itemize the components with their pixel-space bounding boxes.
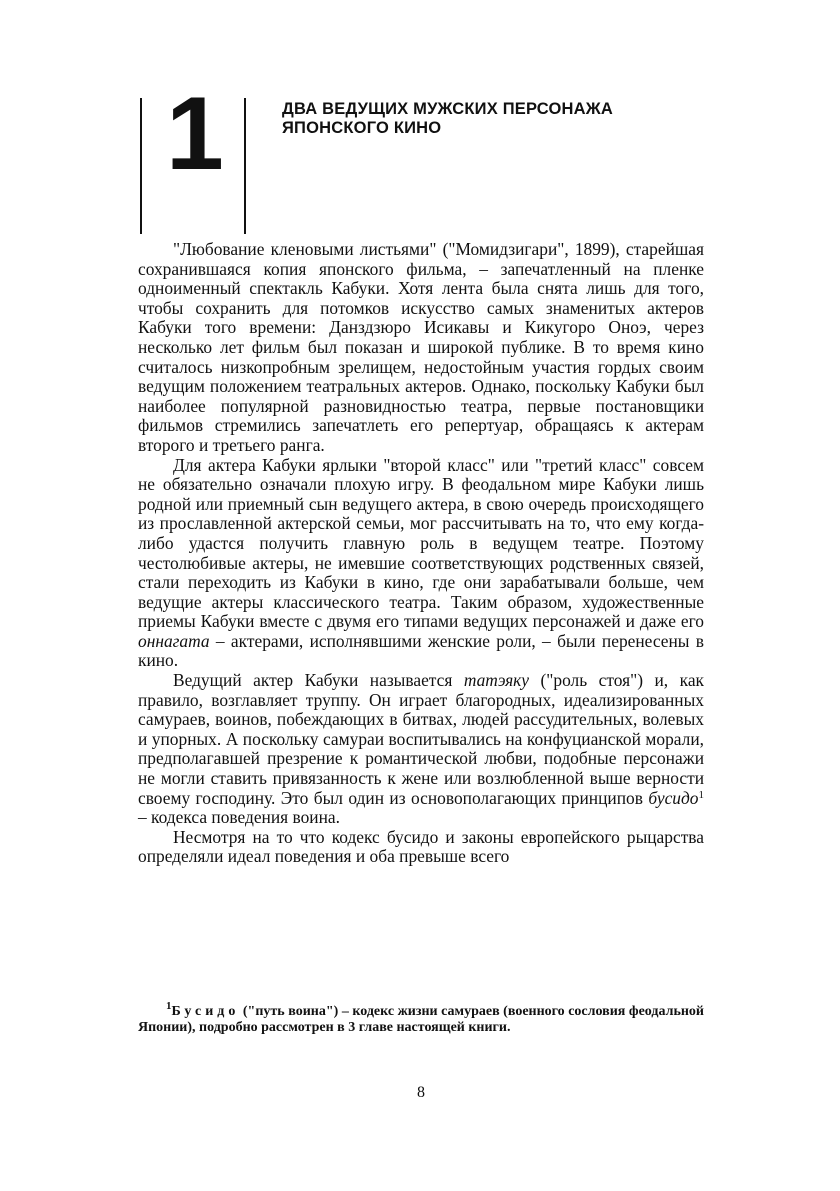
footnote-text: ("путь воина") – кодекс жизни самураев (военного сословия феодальной Японии), подробно рассмотрен в 3 главе настоящей книги. [138,1004,704,1035]
chapter-header [140,76,740,234]
paragraph-3-text-a: Ведущий актер Кабуки называется [173,670,464,691]
footnote-mark: 1 [166,1000,172,1012]
chapter-title [282,100,722,138]
paragraph-1: "Любование кленовыми листьями" ("Момидзигари", 1899), старейшая сохранившаяся копия японского фильма, – запечатленный на пленке одноименный спектакль Кабуки. Хотя лента была снята лишь для того, чтобы сохранить для потомков искусство самых знаменитых актеров Кабуки того времени: Данздзюро Исикавы и Кикугоро Оноэ, через несколько лет фильм был показан и широкой публике. В то время кино считалось низкопробным зрелищем, недостойным участия гордых своим ведущим положением театральных актеров. Однако, поскольку Кабуки был наиболее популярной разновидностью театра, первые постановщики фильмов стремились запечатлеть его репертуар, обращаясь к актерам второго и третьего ранга. [138,239,704,455]
paragraph-3 [138,671,704,828]
paragraph-3-text-c: – кодекса поведения воина. [138,807,340,828]
paragraph-2 [138,456,704,672]
footnote-term: Бусидо [171,1004,240,1019]
page-number: 8 [417,1084,425,1101]
term-onnagata: оннагата [138,630,210,651]
chapter-title-line-1: ДВА ВЕДУЩИХ МУЖСКИХ ПЕРСОНАЖА [282,100,613,118]
term-bushido: бусидо [648,787,699,808]
paragraph-4: Несмотря на то что кодекс бусидо и законы европейского рыцарства определяли идеал поведения и оба превыше всего [138,826,704,867]
paragraph-2-text-b: – актерами, исполнявшими женские роли, – были перенесены в кино. [138,630,704,671]
term-tateyaku: татэяку [463,670,530,691]
body-text [138,240,704,867]
paragraph-2-text-a: Для актера Кабуки ярлыки "второй класс" или "третий класс" совсем не обязательно означали плохую игру. В феодальном мире Кабуки лишь родной или приемный сын ведущего актера, в свою очередь происходящего из прославленной актерской семьи, мог рассчитывать на то, что ему когда-либо удастся получить главную роль в ведущем театре. Поэтому честолюбивые актеры, не имевшие соответствующих родственных связей, стали переходить из Кабуки в кино, где они зарабатывали больше, чем ведущие актеры классического театра. Таким образом, художественные приемы Кабуки вместе с двумя его типами ведущих персонажей и даже его [138,454,704,632]
left-vertical-rule [140,98,142,234]
footnote-reference: 1 [698,788,704,801]
chapter-title-line-2: ЯПОНСКОГО КИНО [282,119,442,137]
chapter-number: 1 [166,76,224,192]
right-vertical-rule [244,98,246,234]
footnote [138,1000,704,1036]
paragraph-3-text-b: ("роль стоя") и, как правило, возглавляет труппу. Он играет благородных, идеализированных самураев, воинов, побеждающих в битвах, людей рассудительных, волевых и упорных. А поскольку самураи воспитывались на конфуцианской морали, предполагавшей презрение к романтической любви, подобные персонажи не могли ставить привязанность к жене или возлюбленной выше верности своему господину. Это был один из основополагающих принципов [138,670,704,808]
